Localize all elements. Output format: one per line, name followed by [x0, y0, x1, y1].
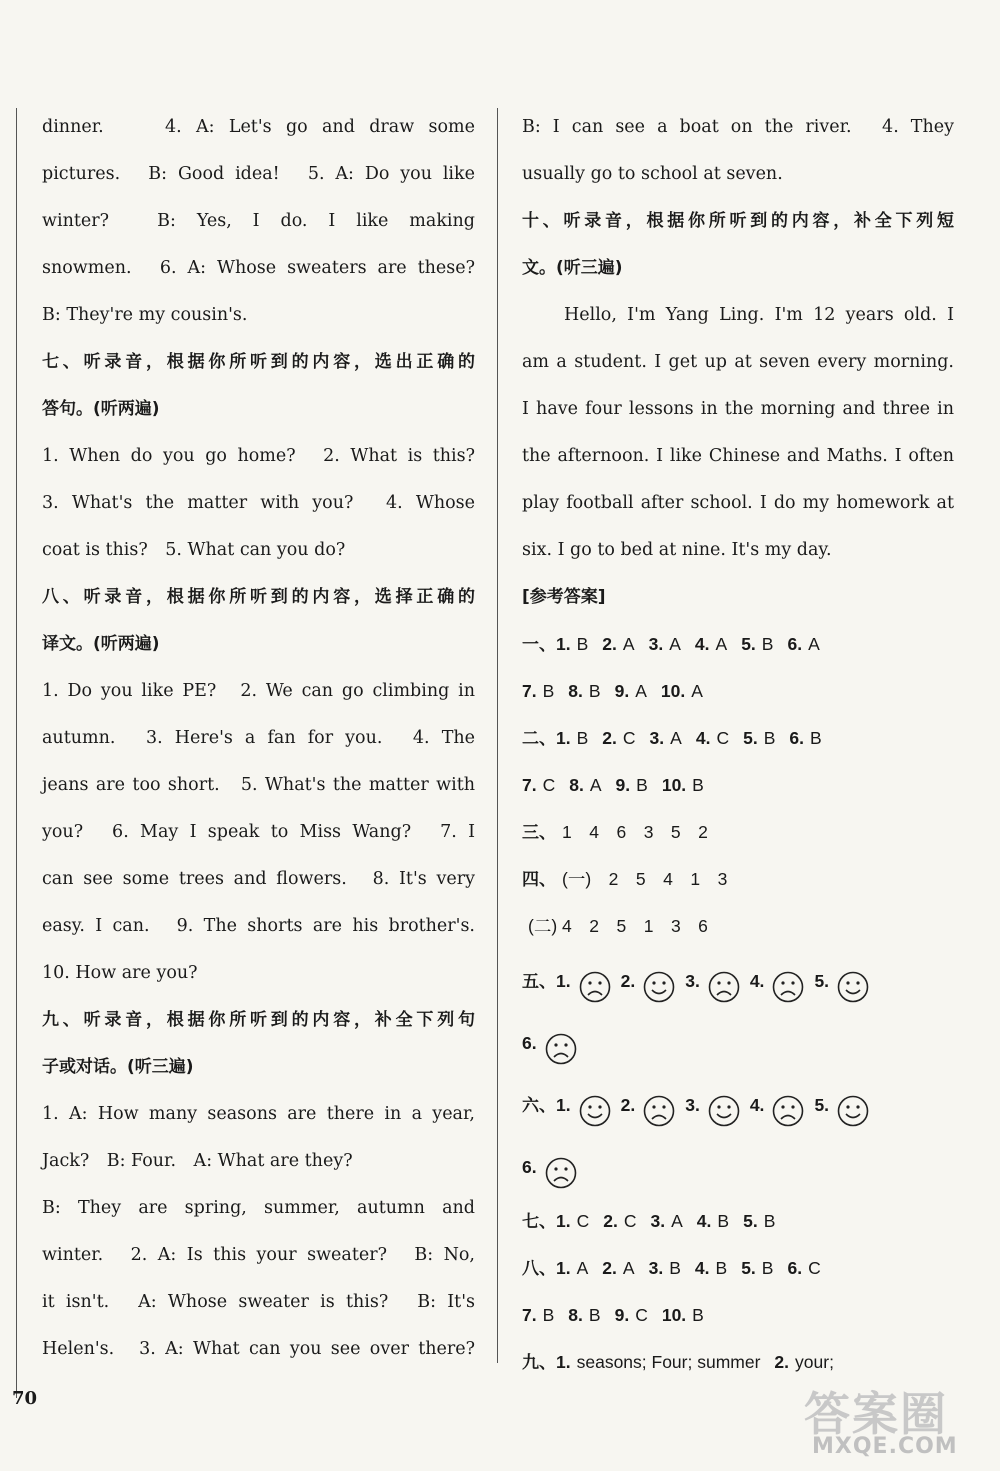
answer-value: A: [808, 634, 820, 654]
left-line: 译文。(听两遍): [42, 634, 160, 654]
answer-value: your;: [795, 1352, 834, 1372]
answer-value: B: [692, 1305, 704, 1325]
answer-value: A: [622, 1258, 635, 1278]
answer-section-label: 六、: [522, 1096, 556, 1116]
answer-value: B: [636, 775, 648, 795]
answer-section-label: 九、: [522, 1353, 556, 1373]
answer-item: [661, 668, 703, 715]
answer-section-label: 三、: [522, 823, 556, 843]
answer-number: 1.: [556, 634, 571, 654]
answer-item: [556, 1198, 589, 1245]
sad-face-icon: [772, 1090, 804, 1122]
answer-number: 1.: [556, 1352, 571, 1372]
answer-item: [568, 1292, 600, 1339]
answer-number: 8.: [568, 1305, 583, 1325]
happy-face-icon: [579, 1090, 611, 1122]
sad-face-icon: [643, 1090, 675, 1122]
answer-number: 2.: [603, 1211, 618, 1231]
answer-item: [650, 715, 682, 762]
answer-item: [696, 715, 729, 762]
left-line: 八、听录音，根据你所听到的内容，选择正确的: [42, 587, 475, 607]
answer-item: [695, 1245, 727, 1292]
answer-number: 3.: [648, 1258, 664, 1278]
answer-item: [649, 1245, 681, 1292]
left-line: B: They're my cousin's.: [42, 305, 248, 325]
left-line: 七、听录音，根据你所听到的内容，选出正确的: [42, 352, 475, 372]
answer-item: [556, 1245, 588, 1292]
watermark-en: MXQE.COM: [812, 1434, 958, 1459]
answer-value: B: [669, 1258, 681, 1278]
answer-value: A: [669, 634, 681, 654]
answer-number: 6.: [522, 1033, 537, 1053]
answer-value: A: [576, 1258, 589, 1278]
happy-face-icon: [643, 966, 675, 998]
answer-number: 8.: [568, 681, 583, 701]
right-line: B: I can see a boat on the river. 4. They: [522, 117, 954, 137]
left-line: can see some trees and flowers. 8. It's very: [42, 869, 475, 889]
left-line: you? 6. May I speak to Miss Wang? 7. I: [42, 822, 475, 842]
answer-item: [741, 1245, 773, 1292]
answer-item: [603, 1198, 636, 1245]
answer-item: [662, 762, 704, 809]
answer-row: [522, 1292, 954, 1339]
answer-number: 5.: [743, 728, 758, 748]
answer-item: [522, 762, 555, 809]
answer-number: 2.: [620, 971, 636, 991]
answer-item: [662, 1292, 704, 1339]
answer-number: 5.: [741, 634, 756, 654]
answer-number: 7.: [522, 775, 537, 795]
answer-number: 2.: [602, 728, 617, 748]
answer-item: [522, 903, 708, 950]
answer-number: 10.: [660, 681, 686, 701]
answer-value: (二) 4 2 5 1 3 6: [528, 916, 708, 936]
answer-key: [522, 621, 954, 1386]
left-line: 1. Do you like PE? 2. We can go climbing in: [42, 681, 475, 701]
answer-row: [522, 856, 954, 903]
answer-number: 9.: [614, 681, 630, 701]
answer-row: [522, 950, 954, 1012]
right-line: I have four lessons in the morning and three in: [522, 399, 954, 419]
left-line: 1. When do you go home? 2. What is this?: [42, 446, 475, 466]
answer-number: 4.: [694, 1258, 710, 1278]
answer-number: 1.: [556, 971, 571, 991]
answer-item: [522, 1292, 554, 1339]
watermark-logo: [790, 1378, 990, 1464]
answer-item: [789, 715, 821, 762]
answer-item: [602, 621, 634, 668]
answer-item: [522, 668, 554, 715]
answer-item: [556, 621, 588, 668]
right-line: [参考答案]: [522, 587, 606, 607]
sad-face-icon: [772, 966, 804, 998]
answer-number: 2.: [602, 1258, 617, 1278]
answer-number: 10.: [661, 1305, 687, 1325]
left-line: 子或对话。(听三遍): [42, 1057, 194, 1077]
answer-number: 6.: [789, 728, 804, 748]
answer-value: B: [692, 775, 704, 795]
answer-number: 6.: [787, 634, 803, 654]
answer-value: B: [763, 728, 776, 748]
answer-number: 2.: [774, 1352, 790, 1372]
answer-number: 1.: [556, 728, 571, 748]
answer-number: 3.: [649, 728, 665, 748]
answer-value: C: [635, 1305, 648, 1325]
answer-item: [602, 715, 635, 762]
answer-number: 5.: [741, 1258, 756, 1278]
answer-row: [522, 809, 954, 856]
answer-item: [743, 715, 775, 762]
answer-value: A: [715, 634, 728, 654]
left-line: coat is this? 5. What can you do?: [42, 540, 346, 560]
right-line: am a student. I get up at seven every morning.: [522, 352, 954, 372]
answer-row: [522, 715, 954, 762]
watermark-cn: 答案圈: [804, 1387, 948, 1441]
answer-row: [522, 1012, 954, 1074]
right-line: usually go to school at seven.: [522, 164, 783, 184]
right-line: the afternoon. I like Chinese and Maths. I often: [522, 446, 954, 466]
answer-number: 2.: [620, 1095, 636, 1115]
right-line: 文。(听三遍): [522, 258, 623, 278]
answer-number: 7.: [522, 681, 537, 701]
answer-value: seasons; Four; summer: [576, 1352, 761, 1372]
answer-number: 1.: [556, 1095, 571, 1115]
answer-section-label: 八、: [522, 1259, 556, 1279]
sad-face-icon: [708, 966, 740, 998]
answer-number: 3.: [650, 1211, 666, 1231]
answer-number: 9.: [614, 1305, 630, 1325]
answer-number: 8.: [569, 775, 584, 795]
left-margin-rule: [16, 108, 17, 1398]
right-line: 十、听录音，根据你所听到的内容，补全下列短: [522, 211, 954, 231]
right-column: [522, 104, 954, 1386]
left-line: autumn. 3. Here's a fan for you. 4. The: [42, 728, 475, 748]
left-line: B: They are spring, summer, autumn and: [42, 1198, 475, 1218]
right-column-text: [522, 104, 954, 621]
left-line: 3. What's the matter with you? 4. Whose: [42, 493, 475, 513]
answer-row: [522, 1136, 954, 1198]
answer-value: A: [691, 681, 703, 701]
answer-number: 4.: [694, 634, 710, 654]
answer-number: 5.: [743, 1211, 758, 1231]
answer-row: [522, 621, 954, 668]
right-line: Hello, I'm Yang Ling. I'm 12 years old. I: [564, 305, 954, 325]
answer-number: 1.: [556, 1258, 571, 1278]
left-line: Jack? B: Four. A: What are they?: [42, 1151, 353, 1171]
answer-item: [569, 762, 601, 809]
answer-item: [649, 621, 681, 668]
answer-section-label: 七、: [522, 1212, 556, 1232]
answer-item: [556, 809, 708, 856]
answer-value: B: [542, 1305, 555, 1325]
answer-number: 2.: [602, 634, 617, 654]
answer-item: [787, 1245, 820, 1292]
answer-number: 4.: [749, 1095, 765, 1115]
answer-value: C: [716, 728, 730, 748]
sad-face-icon: [545, 1152, 577, 1184]
answer-value: B: [763, 1211, 776, 1231]
answer-item: [602, 1245, 634, 1292]
answer-item: [556, 856, 727, 903]
answer-value: C: [542, 775, 556, 795]
answer-row: [522, 1198, 954, 1245]
answer-item: [741, 621, 773, 668]
answer-item: [651, 1198, 683, 1245]
answer-value: B: [588, 681, 601, 701]
answer-number: 4.: [749, 971, 765, 991]
answer-number: 4.: [695, 728, 711, 748]
answer-item: [616, 762, 648, 809]
left-line: dinner. 4. A: Let's go and draw some: [42, 117, 475, 137]
column-divider: [497, 108, 498, 1363]
left-line: winter? B: Yes, I do. I like making: [42, 211, 475, 231]
left-line: easy. I can. 9. The shorts are his brother's.: [42, 916, 475, 936]
answer-number: 6.: [787, 1258, 803, 1278]
answer-item: [556, 1339, 760, 1386]
answer-item: [615, 1292, 648, 1339]
page-number: 70: [12, 1388, 38, 1409]
answer-section-label: 五、: [522, 972, 556, 992]
answer-value: (一) 2 5 4 1 3: [562, 869, 728, 889]
answer-item: [697, 1198, 729, 1245]
left-line: 10. How are you?: [42, 963, 198, 983]
answer-value: A: [589, 775, 602, 795]
left-line: 九、听录音，根据你所听到的内容，补全下列句: [42, 1010, 475, 1030]
happy-face-icon: [837, 1090, 869, 1122]
answer-value: A: [635, 681, 647, 701]
answer-item: [615, 668, 647, 715]
answer-item: [568, 668, 600, 715]
answer-value: C: [576, 1211, 590, 1231]
left-line: jeans are too short. 5. What's the matter with: [42, 775, 475, 795]
answer-row: [522, 668, 954, 715]
left-column: [42, 104, 475, 1373]
answer-value: A: [671, 1211, 683, 1231]
answer-row: [522, 903, 954, 950]
left-line: 1. A: How many seasons are there in a year,: [42, 1104, 475, 1124]
right-line: play football after school. I do my homework at: [522, 493, 954, 513]
answer-value: C: [623, 1211, 637, 1231]
answer-value: C: [808, 1258, 821, 1278]
left-line: pictures. B: Good idea! 5. A: Do you like: [42, 164, 475, 184]
answer-value: B: [810, 728, 822, 748]
answer-value: B: [576, 634, 589, 654]
left-line: it isn't. A: Whose sweater is this? B: It's: [42, 1292, 475, 1312]
answer-value: B: [717, 1211, 730, 1231]
answer-number: 10.: [661, 775, 687, 795]
answer-number: 3.: [685, 971, 700, 991]
answer-number: 9.: [615, 775, 631, 795]
answer-row: [522, 762, 954, 809]
right-line: six. I go to bed at nine. It's my day.: [522, 540, 832, 560]
answer-number: 5.: [814, 971, 830, 991]
answer-item: [556, 715, 588, 762]
answer-number: 5.: [814, 1095, 830, 1115]
left-line: 答句。(听两遍): [42, 399, 160, 419]
left-line: winter. 2. A: Is this your sweater? B: No,: [42, 1245, 475, 1265]
answer-value: B: [542, 681, 555, 701]
answer-value: B: [576, 728, 589, 748]
answer-number: 6.: [522, 1157, 537, 1177]
answer-number: 1.: [556, 1211, 571, 1231]
left-line: Helen's. 3. A: What can you see over there?: [42, 1339, 475, 1359]
answer-value: B: [761, 1258, 774, 1278]
answer-number: 7.: [522, 1305, 537, 1325]
answer-item: [695, 621, 727, 668]
answer-value: A: [622, 634, 635, 654]
answer-item: [787, 621, 819, 668]
answer-value: C: [622, 728, 636, 748]
sad-face-icon: [579, 966, 611, 998]
answer-row: [522, 1074, 954, 1136]
answer-section-label: 二、: [522, 729, 556, 749]
answer-number: 3.: [648, 634, 664, 654]
happy-face-icon: [837, 966, 869, 998]
answer-value: 1 4 6 3 5 2: [562, 822, 708, 842]
answer-item: [743, 1198, 775, 1245]
left-line: snowmen. 6. A: Whose sweaters are these?: [42, 258, 475, 278]
answer-value: B: [761, 634, 774, 654]
answer-number: 3.: [685, 1095, 700, 1115]
happy-face-icon: [708, 1090, 740, 1122]
answer-number: 4.: [696, 1211, 712, 1231]
answer-row: [522, 1245, 954, 1292]
answer-value: A: [670, 728, 682, 748]
answer-section-label: 四、: [522, 870, 556, 890]
sad-face-icon: [545, 1028, 577, 1060]
answer-value: B: [588, 1305, 601, 1325]
answer-section-label: 一、: [522, 635, 556, 655]
answer-value: B: [715, 1258, 728, 1278]
